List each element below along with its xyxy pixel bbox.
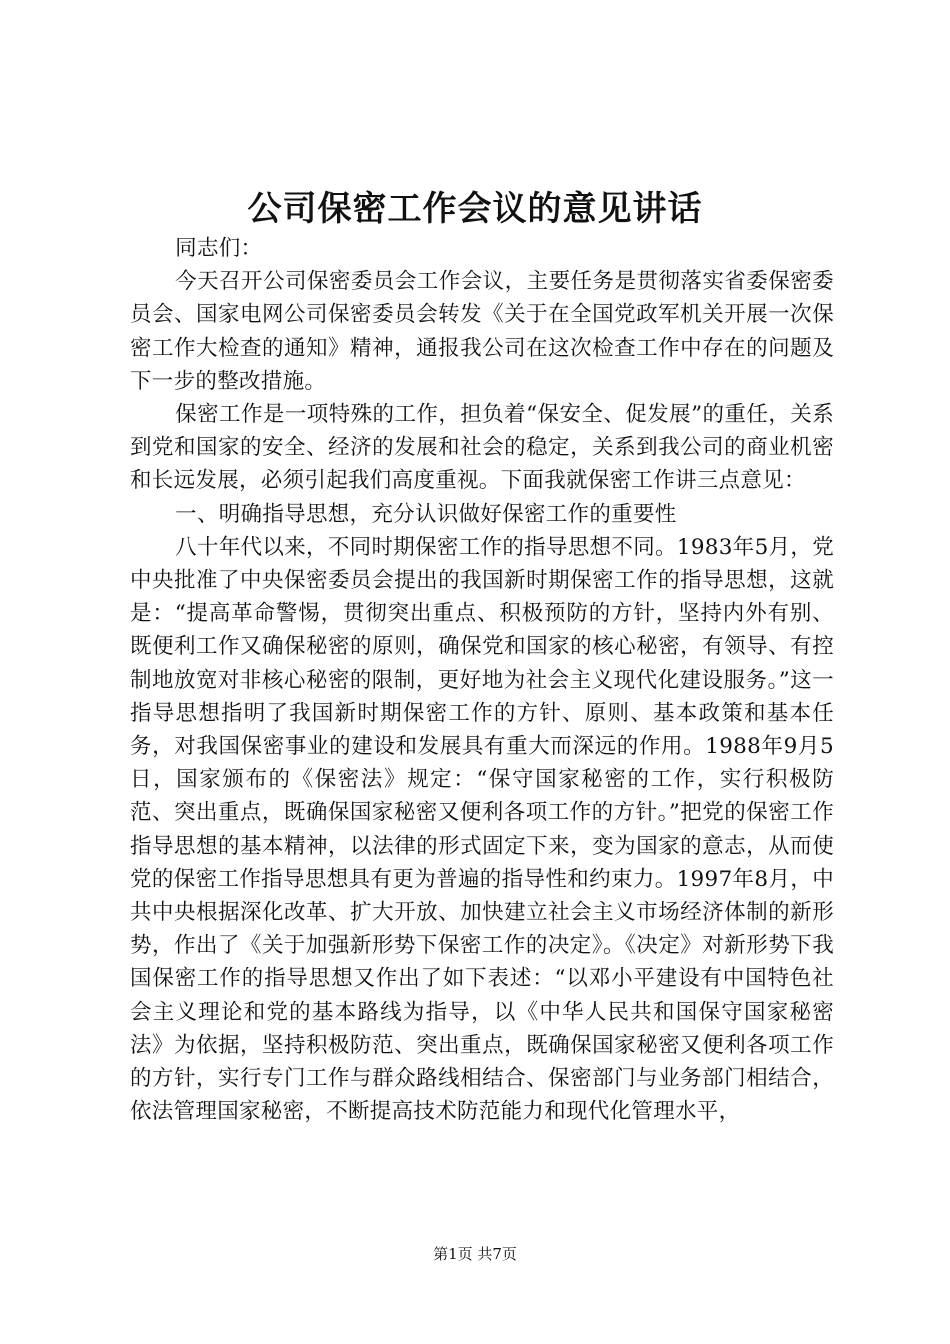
salutation-paragraph: 同志们： — [175, 236, 263, 261]
section-heading: 一、明确指导思想，充分认识做好保密工作的重要性 — [175, 501, 677, 527]
page-number: 第1页 共7页 — [433, 1245, 517, 1263]
document-body — [130, 232, 834, 1128]
page-footer — [0, 1244, 950, 1264]
body-paragraph: 保密工作是一项特殊的工作，担负着“保安全、促发展”的重任，关系到党和国家的安全、经济的发展和社会的稳定，关系到我公司的商业机密和长远发展，必须引起我们高度重视。下面我就保密工作讲三点意见： — [130, 402, 834, 494]
body-paragraph: 今天召开公司保密委员会工作会议，主要任务是贯彻落实省委保密委员会、国家电网公司保密委员会转发《关于在全国党政军机关开展一次保密工作大检查的通知》精神，通报我公司在这次检查工作中存在的问题及下一步的整改措施。 — [130, 269, 834, 394]
document-title: 公司保密工作会议的意见讲话 — [247, 189, 703, 229]
body-paragraph: 八十年代以来，不同时期保密工作的指导思想不同。1983年5月，党中央批准了中央保密委员会提出的我国新时期保密工作的指导思想，这就是：“提高革命警惕，贯彻突出重点、积极预防的方针，坚持内外有别、既便利工作又确保秘密的原则，确保党和国家的核心秘密，有领导、有控制地放宽对非核心秘密的限制，更好地为社会主义现代化建设服务。”这一指导思想指明了我国新时期保密工作的方针、原则、基本政策和基本任务，对我国保密事业的建设和发展具有重大而深远的作用。1988年9月5日，国家颁布的《保密法》规定：“保守国家秘密的工作，实行积极防范、突出重点，既确保国家秘密又便利各项工作的方针。”把党的保密工作指导思想的基本精神，以法律的形式固定下来，变为国家的意志，从而使党的保密工作指导思想具有更为普遍的指导性和约束力。1997年8月，中共中央根据深化改革、扩大开放、加快建立社会主义市场经济体制的新形势，作出了《关于加强新形势下保密工作的决定》。《决定》对新形势下我国保密工作的指导思想又作出了如下表述：“以邓小平建设有中国特色社会主义理论和党的基本路线为指导，以《中华人民共和国保守国家秘密法》为依据，坚持积极防范、突出重点，既确保国家秘密又便利各项工作的方针，实行专门工作与群众路线相结合、保密部门与业务部门相结合，依法管理国家秘密，不断提高技术防范能力和现代化管理水平， — [130, 534, 834, 1125]
